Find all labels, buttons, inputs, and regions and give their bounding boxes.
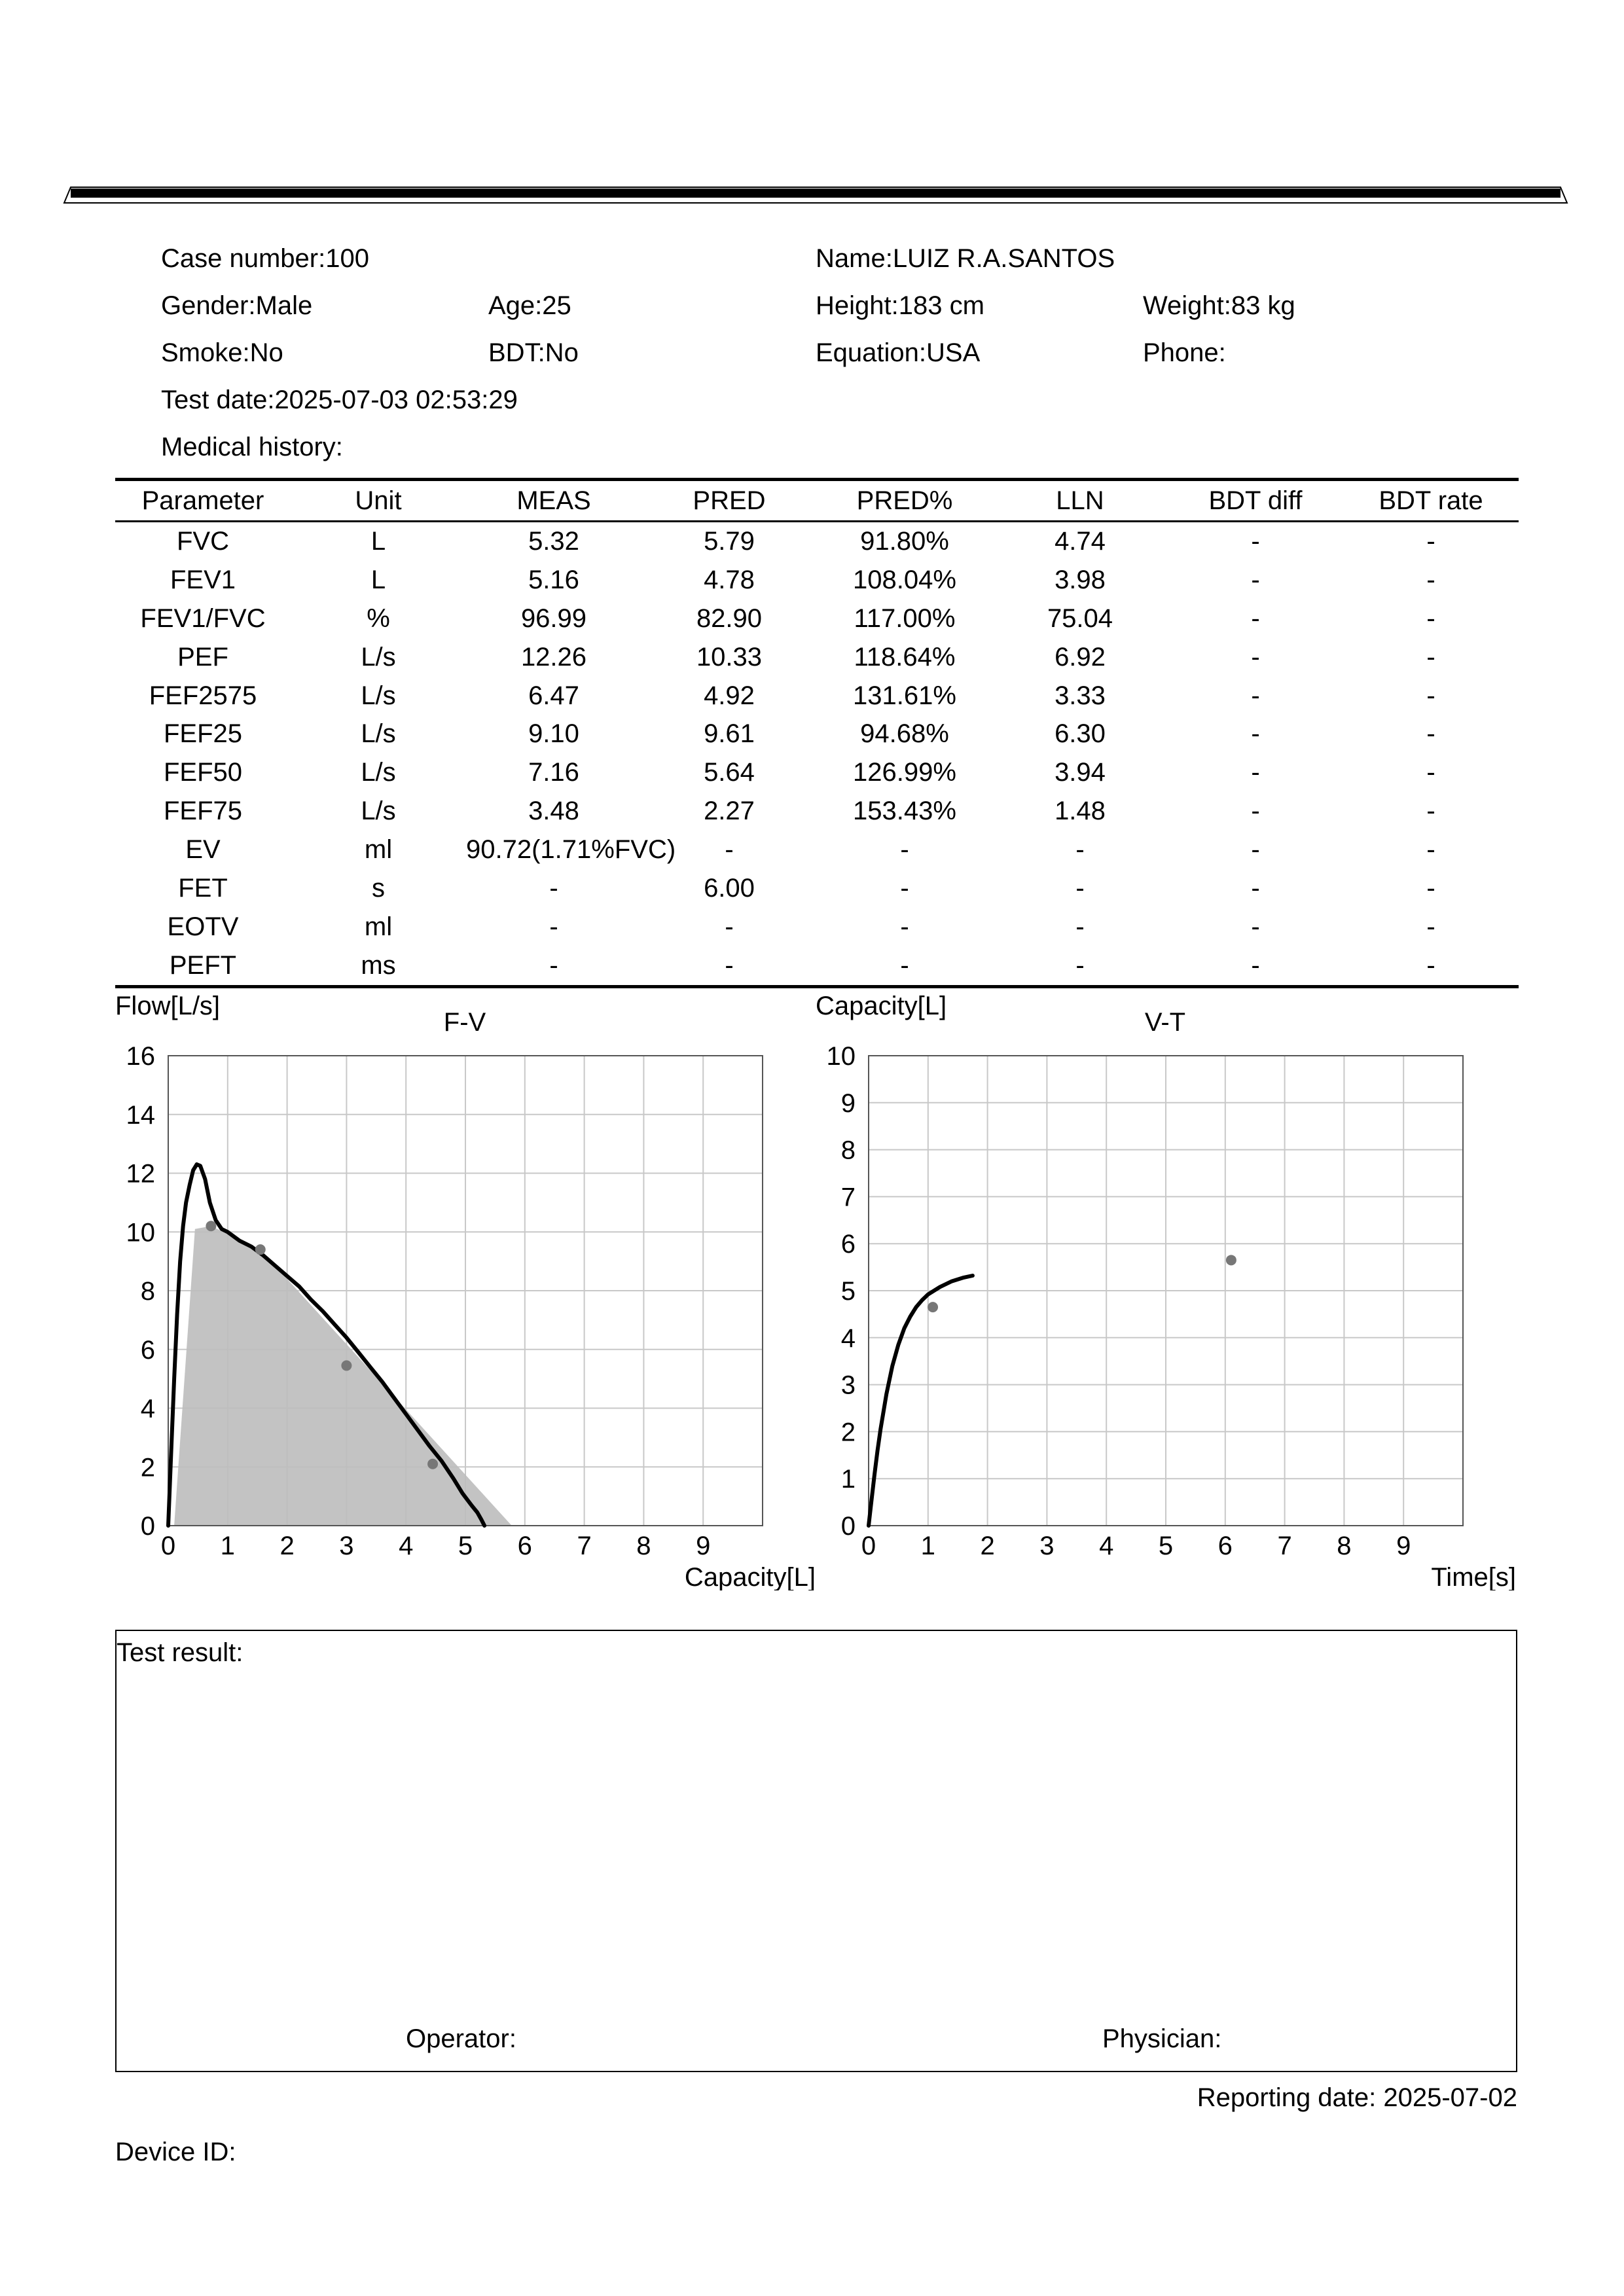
table-cell: 3.98: [1055, 565, 1106, 594]
table-cell: FEF75: [163, 797, 243, 826]
table-cell: 3.48: [528, 797, 579, 826]
x-tick-label: 9: [1396, 1532, 1411, 1560]
device-id: Device ID:: [115, 2138, 236, 2166]
table-cell: 117.00%: [854, 603, 956, 633]
table-cell: 5.32: [528, 526, 579, 556]
y-tick-label: 10: [126, 1218, 155, 1247]
table-cell: 108.04%: [853, 565, 956, 594]
table-cell: -: [549, 950, 558, 980]
chart-title: V-T: [1144, 1008, 1186, 1037]
y-tick-label: 5: [840, 1277, 856, 1306]
table-cell: 126.99%: [853, 758, 956, 787]
table-row: [115, 831, 1519, 869]
table-cell: 5.79: [704, 526, 755, 556]
y-tick-label: 0: [840, 1512, 856, 1541]
table-cell: -: [900, 835, 909, 865]
header-bar: [63, 186, 1568, 206]
operator-label: Operator:: [406, 2024, 516, 2053]
table-cell: 91.80%: [860, 526, 949, 556]
column-header: BDT rate: [1379, 486, 1483, 515]
table-cell: EV: [185, 835, 221, 865]
reporting-date: Reporting date: 2025-07-02: [1197, 2083, 1517, 2112]
table-cell: 4.92: [704, 681, 755, 710]
table-cell: -: [1426, 835, 1435, 865]
table-cell: -: [900, 950, 909, 980]
table-cell: 1.48: [1055, 797, 1106, 826]
table-cell: -: [1426, 797, 1435, 826]
table-row: [115, 561, 1519, 600]
table-cell: 90.72(1.71%FVC): [466, 835, 676, 865]
x-tick-label: 8: [636, 1532, 651, 1560]
table-cell: ml: [364, 912, 393, 941]
y-tick-label: 9: [840, 1088, 856, 1118]
table-cell: 96.99: [520, 603, 587, 633]
table-cell: 82.90: [696, 603, 763, 633]
table-cell: -: [725, 950, 734, 980]
table-cell: 10.33: [696, 642, 763, 672]
x-tick-label: 5: [1158, 1532, 1174, 1560]
table-cell: -: [1251, 912, 1260, 941]
table-cell: L/s: [361, 758, 396, 787]
y-tick-label: 6: [840, 1230, 856, 1259]
table-cell: 4.78: [704, 565, 755, 594]
table-cell: 12.26: [520, 642, 587, 672]
x-tick-label: 8: [1337, 1532, 1352, 1560]
table-row: [115, 908, 1519, 946]
x-axis-label: Time[s]: [1431, 1563, 1516, 1590]
x-tick-label: 0: [160, 1532, 176, 1560]
physician-label: Physician:: [1102, 2024, 1222, 2053]
table-cell: L/s: [361, 797, 396, 826]
x-tick-label: 9: [696, 1532, 711, 1560]
table-cell: -: [1426, 950, 1435, 980]
x-tick-label: 7: [1277, 1532, 1292, 1560]
table-cell: -: [725, 912, 734, 941]
table-cell: -: [1426, 681, 1435, 710]
table-cell: FEF25: [163, 719, 243, 749]
table-cell: L: [370, 565, 386, 594]
table-cell: 94.68%: [860, 719, 949, 749]
predicted-point: [928, 1302, 938, 1312]
table-cell: -: [1251, 797, 1260, 826]
y-tick-label: 14: [126, 1100, 155, 1130]
table-cell: 7.16: [528, 758, 579, 787]
y-tick-label: 12: [126, 1159, 155, 1189]
table-cell: L: [370, 526, 386, 556]
table-cell: -: [900, 873, 909, 903]
bdt: BDT:No: [488, 338, 579, 367]
table-cell: FEV1: [170, 565, 236, 594]
x-tick-label: 0: [861, 1532, 876, 1560]
table-cell: -: [1251, 603, 1260, 633]
volume-time-chart: [805, 988, 1525, 1590]
table-cell: L/s: [361, 719, 396, 749]
table-row: [115, 792, 1519, 831]
table-cell: %: [367, 603, 390, 633]
table-cell: L/s: [361, 642, 396, 672]
column-header: Parameter: [141, 486, 264, 515]
medical-history: Medical history:: [161, 433, 343, 461]
x-tick-label: 1: [220, 1532, 235, 1560]
table-cell: PEF: [177, 642, 228, 672]
equation: Equation:USA: [816, 338, 981, 367]
table-cell: -: [1251, 758, 1260, 787]
predicted-point: [427, 1459, 438, 1469]
column-header: MEAS: [516, 486, 591, 515]
table-cell: -: [1075, 912, 1085, 941]
y-tick-label: 10: [826, 1042, 856, 1071]
column-header: LLN: [1056, 486, 1104, 515]
table-cell: -: [549, 873, 558, 903]
x-tick-label: 2: [980, 1532, 995, 1560]
table-cell: 6.47: [528, 681, 579, 710]
table-cell: -: [1251, 950, 1260, 980]
table-row: [115, 677, 1519, 715]
y-axis-label: Capacity[L]: [816, 992, 947, 1020]
column-header: BDT diff: [1208, 486, 1303, 515]
table-cell: FET: [178, 873, 228, 903]
table-cell: -: [1251, 526, 1260, 556]
age: Age:25: [488, 291, 571, 320]
y-tick-label: 7: [840, 1183, 856, 1212]
y-tick-label: 16: [126, 1042, 155, 1071]
table-cell: 6.92: [1055, 642, 1106, 672]
y-tick-label: 6: [140, 1335, 155, 1365]
table-header-row: [115, 480, 1519, 522]
y-axis-label: Flow[L/s]: [115, 992, 221, 1020]
smoke: Smoke:No: [161, 338, 283, 367]
table-row: [115, 522, 1519, 561]
table-cell: FEV1/FVC: [140, 603, 266, 633]
predicted-point: [255, 1244, 266, 1255]
predicted-point: [341, 1360, 352, 1371]
test-result-label: Test result:: [117, 1638, 244, 1667]
case-number: Case number:100: [161, 244, 369, 273]
x-tick-label: 6: [517, 1532, 532, 1560]
table-cell: 9.61: [704, 719, 755, 749]
x-tick-label: 4: [399, 1532, 414, 1560]
table-cell: -: [725, 835, 734, 865]
table-row: [115, 638, 1519, 677]
x-tick-label: 7: [577, 1532, 592, 1560]
table-cell: -: [1426, 526, 1435, 556]
table-cell: -: [1426, 565, 1435, 594]
table-row: [115, 869, 1519, 908]
column-header: Unit: [355, 486, 402, 515]
table-cell: -: [1426, 912, 1435, 941]
predicted-area: [174, 1226, 512, 1526]
table-cell: -: [549, 912, 558, 941]
results-table: [115, 478, 1519, 988]
test-result-box: [115, 1630, 1517, 2072]
table-cell: -: [1075, 950, 1085, 980]
test-date: Test date:2025-07-03 02:53:29: [161, 386, 518, 414]
table-cell: 3.94: [1055, 758, 1106, 787]
table-cell: -: [1251, 835, 1260, 865]
table-row: [115, 946, 1519, 986]
table-row: [115, 753, 1519, 792]
table-cell: -: [1426, 719, 1435, 749]
x-tick-label: 3: [339, 1532, 354, 1560]
table-cell: EOTV: [167, 912, 239, 941]
table-row: [115, 600, 1519, 638]
x-tick-label: 4: [1099, 1532, 1114, 1560]
table-cell: 131.61%: [853, 681, 956, 710]
table-body: [115, 522, 1519, 987]
table-cell: -: [1426, 873, 1435, 903]
table-cell: L/s: [361, 681, 396, 710]
y-tick-label: 4: [840, 1323, 856, 1353]
table-cell: -: [1075, 835, 1085, 865]
table-cell: 6.00: [704, 873, 755, 903]
predicted-point: [206, 1221, 216, 1231]
table-cell: FVC: [177, 526, 229, 556]
y-tick-label: 8: [840, 1136, 856, 1165]
table-cell: 118.64%: [854, 642, 956, 672]
height: Height:183 cm: [816, 291, 984, 320]
table-cell: s: [372, 873, 385, 903]
weight: Weight:83 kg: [1143, 291, 1295, 320]
table-cell: 5.64: [704, 758, 755, 787]
y-tick-label: 0: [140, 1512, 155, 1541]
y-tick-label: 2: [140, 1453, 155, 1482]
measured-curve: [869, 1276, 973, 1526]
y-tick-label: 3: [840, 1371, 856, 1400]
table-cell: -: [1251, 565, 1260, 594]
column-header: PRED: [693, 486, 766, 515]
table-cell: ms: [361, 950, 396, 980]
x-tick-label: 2: [280, 1532, 295, 1560]
x-tick-label: 5: [458, 1532, 473, 1560]
y-tick-label: 2: [840, 1418, 856, 1447]
table-cell: 9.10: [528, 719, 579, 749]
table-cell: -: [1251, 719, 1260, 749]
x-tick-label: 6: [1218, 1532, 1233, 1560]
table-cell: 153.43%: [853, 797, 956, 826]
table-cell: 2.27: [704, 797, 755, 826]
table-cell: -: [1251, 681, 1260, 710]
table-cell: -: [1251, 873, 1260, 903]
table-cell: 75.04: [1047, 603, 1113, 633]
table-cell: -: [1075, 873, 1085, 903]
chart-title: F-V: [443, 1008, 486, 1037]
predicted-point: [1226, 1255, 1236, 1265]
table-row: [115, 715, 1519, 753]
table-cell: -: [1426, 642, 1435, 672]
table-cell: -: [1251, 642, 1260, 672]
table-cell: PEFT: [169, 950, 237, 980]
x-axis-label: Capacity[L]: [684, 1563, 816, 1590]
y-tick-label: 8: [140, 1277, 155, 1306]
phone: Phone:: [1143, 338, 1226, 367]
table-cell: 3.33: [1055, 681, 1106, 710]
table-cell: -: [1426, 758, 1435, 787]
table-cell: FEF50: [163, 758, 243, 787]
table-cell: 6.30: [1055, 719, 1106, 749]
table-cell: FEF2575: [149, 681, 257, 710]
table-cell: 4.74: [1055, 526, 1106, 556]
x-tick-label: 3: [1039, 1532, 1055, 1560]
x-tick-label: 1: [920, 1532, 935, 1560]
y-tick-label: 1: [840, 1465, 856, 1494]
gender: Gender:Male: [161, 291, 313, 320]
table-cell: 5.16: [528, 565, 579, 594]
column-header: PRED%: [856, 486, 953, 515]
table-cell: ml: [364, 835, 393, 865]
y-tick-label: 4: [140, 1394, 155, 1424]
table-cell: -: [900, 912, 909, 941]
table-cell: -: [1426, 603, 1435, 633]
flow-volume-chart: [105, 988, 825, 1590]
patient-name: Name:LUIZ R.A.SANTOS: [816, 244, 1115, 273]
